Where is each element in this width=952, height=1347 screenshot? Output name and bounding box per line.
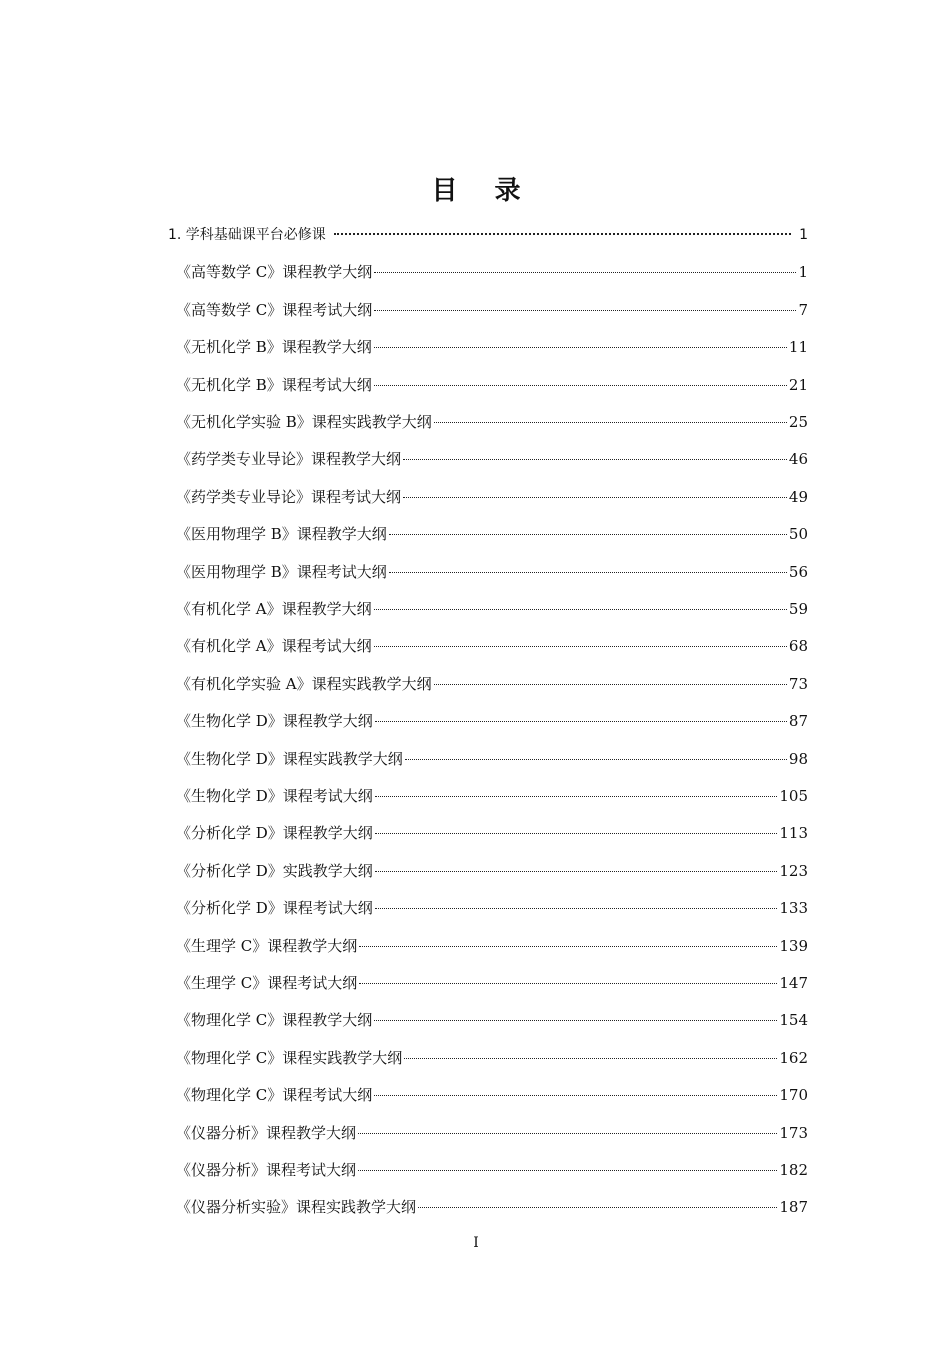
toc-entry-label: 《仪器分析》课程教学大纲 bbox=[176, 1123, 357, 1142]
toc-entry-label: 《仪器分析实验》课程实践教学大纲 bbox=[176, 1198, 417, 1217]
dot-leader bbox=[375, 908, 778, 909]
toc-entry[interactable] bbox=[176, 1120, 808, 1146]
toc-entry-label: 《分析化学 D》课程考试大纲 bbox=[176, 899, 373, 918]
toc-entry-label: 《物理化学 C》课程教学大纲 bbox=[176, 1011, 373, 1030]
toc-entry-page-number: 170 bbox=[779, 1086, 808, 1105]
toc-entry-page-number: 50 bbox=[788, 525, 808, 544]
toc-entry-page-number: 87 bbox=[788, 712, 808, 731]
toc-entry[interactable] bbox=[176, 783, 808, 809]
toc-entry-page-number: 147 bbox=[779, 974, 808, 992]
page-number: I bbox=[473, 1235, 479, 1251]
toc-entry-page-number: 105 bbox=[779, 787, 808, 805]
toc-entry[interactable] bbox=[176, 521, 808, 547]
toc-entry-page-number: 173 bbox=[779, 1123, 808, 1142]
dot-leader bbox=[404, 1058, 777, 1059]
dot-leader bbox=[405, 759, 787, 760]
dot-leader bbox=[375, 796, 778, 797]
dot-leader bbox=[374, 385, 787, 386]
toc-entry-label: 《药学类专业导论》课程教学大纲 bbox=[176, 450, 402, 469]
dot-leader bbox=[358, 1133, 777, 1134]
toc-entry-page-number: 139 bbox=[779, 936, 808, 955]
dot-leader bbox=[359, 983, 777, 984]
toc-entry-page-number: 154 bbox=[779, 1011, 808, 1030]
dot-leader bbox=[374, 646, 787, 647]
dot-leader bbox=[403, 459, 787, 460]
dot-leader bbox=[334, 233, 791, 235]
dot-leader bbox=[359, 946, 777, 947]
toc-entry[interactable] bbox=[176, 596, 808, 622]
dot-leader bbox=[375, 871, 778, 872]
dot-leader bbox=[374, 272, 796, 273]
toc-entry-label: 《无机化学 B》课程教学大纲 bbox=[176, 338, 372, 357]
toc-entry-page-number: 133 bbox=[779, 899, 808, 918]
dot-leader bbox=[375, 721, 787, 722]
toc-entry[interactable] bbox=[176, 746, 808, 772]
toc-entry-label: 《有机化学 A》课程教学大纲 bbox=[176, 600, 372, 618]
toc-entry-page-number: 1 bbox=[798, 263, 808, 282]
toc-entry[interactable] bbox=[176, 334, 808, 360]
dot-leader bbox=[389, 572, 787, 573]
toc-entry-page-number: 187 bbox=[779, 1198, 808, 1217]
toc-entry-page-number: 7 bbox=[798, 300, 808, 319]
dot-leader bbox=[403, 497, 787, 498]
toc-entry-label: 《分析化学 D》课程教学大纲 bbox=[176, 824, 373, 843]
toc-entry-label: 《医用物理学 B》课程教学大纲 bbox=[176, 525, 387, 544]
toc-entry-label: 1. 学科基础课平台必修课 bbox=[168, 227, 326, 243]
toc-entry[interactable] bbox=[176, 484, 808, 510]
page-title: 目 录 bbox=[431, 176, 535, 206]
toc-entry-label: 《有机化学实验 A》课程实践教学大纲 bbox=[176, 674, 432, 693]
toc-entry-page-number: 113 bbox=[779, 824, 808, 843]
toc-entry[interactable] bbox=[176, 1082, 808, 1108]
dot-leader bbox=[389, 534, 787, 535]
toc-entry[interactable] bbox=[176, 409, 808, 435]
dot-leader bbox=[418, 1207, 777, 1208]
toc-entry-page-number: 46 bbox=[788, 450, 808, 469]
dot-leader bbox=[434, 684, 787, 685]
toc-entry-label: 《无机化学实验 B》课程实践教学大纲 bbox=[176, 413, 432, 431]
dot-leader bbox=[374, 609, 787, 610]
toc-entry[interactable] bbox=[176, 858, 808, 884]
toc-entry-label: 《仪器分析》课程考试大纲 bbox=[176, 1161, 357, 1179]
toc-section-entry[interactable] bbox=[168, 222, 808, 248]
toc-entry-page-number: 98 bbox=[788, 749, 808, 768]
toc-entry[interactable] bbox=[176, 820, 808, 846]
toc-entry[interactable] bbox=[176, 259, 808, 285]
toc-entry-page-number: 25 bbox=[788, 413, 808, 431]
toc-entry-label: 《生物化学 D》课程教学大纲 bbox=[176, 712, 373, 731]
dot-leader bbox=[374, 1020, 777, 1021]
toc-entry[interactable] bbox=[176, 895, 808, 921]
toc-entry[interactable] bbox=[176, 446, 808, 472]
toc-entry[interactable] bbox=[176, 372, 808, 398]
dot-leader bbox=[358, 1170, 777, 1171]
toc-entry[interactable] bbox=[176, 1007, 808, 1033]
toc-entry[interactable] bbox=[176, 970, 808, 996]
dot-leader bbox=[374, 1095, 777, 1096]
toc-entry[interactable] bbox=[176, 708, 808, 734]
toc-entry-page-number: 162 bbox=[779, 1048, 808, 1067]
toc-entry-page-number: 1 bbox=[799, 227, 808, 243]
toc-entry-label: 《药学类专业导论》课程考试大纲 bbox=[176, 487, 402, 506]
toc-entry[interactable] bbox=[176, 633, 808, 659]
dot-leader bbox=[374, 310, 796, 311]
toc-entry-label: 《高等数学 C》课程教学大纲 bbox=[176, 263, 373, 282]
toc-entry-page-number: 68 bbox=[788, 637, 808, 656]
toc-entry-label: 《生理学 C》课程考试大纲 bbox=[176, 974, 358, 992]
toc-entry-page-number: 21 bbox=[788, 375, 808, 394]
toc-entry-label: 《无机化学 B》课程考试大纲 bbox=[176, 375, 372, 394]
toc-entry-label: 《生物化学 D》课程实践教学大纲 bbox=[176, 749, 403, 768]
toc-entry-label: 《高等数学 C》课程考试大纲 bbox=[176, 300, 373, 319]
toc-entry-label: 《分析化学 D》实践教学大纲 bbox=[176, 861, 373, 880]
dot-leader bbox=[434, 422, 787, 423]
toc-entry-page-number: 59 bbox=[788, 600, 808, 618]
toc-entry-page-number: 11 bbox=[788, 338, 808, 357]
toc-entry-label: 《生物化学 D》课程考试大纲 bbox=[176, 787, 373, 805]
dot-leader bbox=[374, 347, 787, 348]
toc-entry-page-number: 49 bbox=[788, 487, 808, 506]
dot-leader bbox=[375, 833, 778, 834]
toc-entry-label: 《物理化学 C》课程实践教学大纲 bbox=[176, 1048, 403, 1067]
toc-entry-page-number: 56 bbox=[788, 562, 808, 581]
toc-entry-page-number: 73 bbox=[788, 674, 808, 693]
toc-entry[interactable] bbox=[176, 297, 808, 323]
toc-entry[interactable] bbox=[176, 933, 808, 959]
toc-entry-label: 《物理化学 C》课程考试大纲 bbox=[176, 1086, 373, 1105]
toc-entry[interactable] bbox=[176, 1194, 808, 1220]
toc-entry-label: 《有机化学 A》课程考试大纲 bbox=[176, 637, 372, 656]
toc-entry[interactable] bbox=[176, 1157, 808, 1183]
toc-entry-label: 《生理学 C》课程教学大纲 bbox=[176, 936, 358, 955]
toc-entry[interactable] bbox=[176, 1045, 808, 1071]
toc-entry-label: 《医用物理学 B》课程考试大纲 bbox=[176, 562, 387, 581]
toc-entry-page-number: 123 bbox=[779, 861, 808, 880]
toc-entry[interactable] bbox=[176, 559, 808, 585]
toc-entry[interactable] bbox=[176, 671, 808, 697]
toc-entry-page-number: 182 bbox=[779, 1161, 808, 1179]
